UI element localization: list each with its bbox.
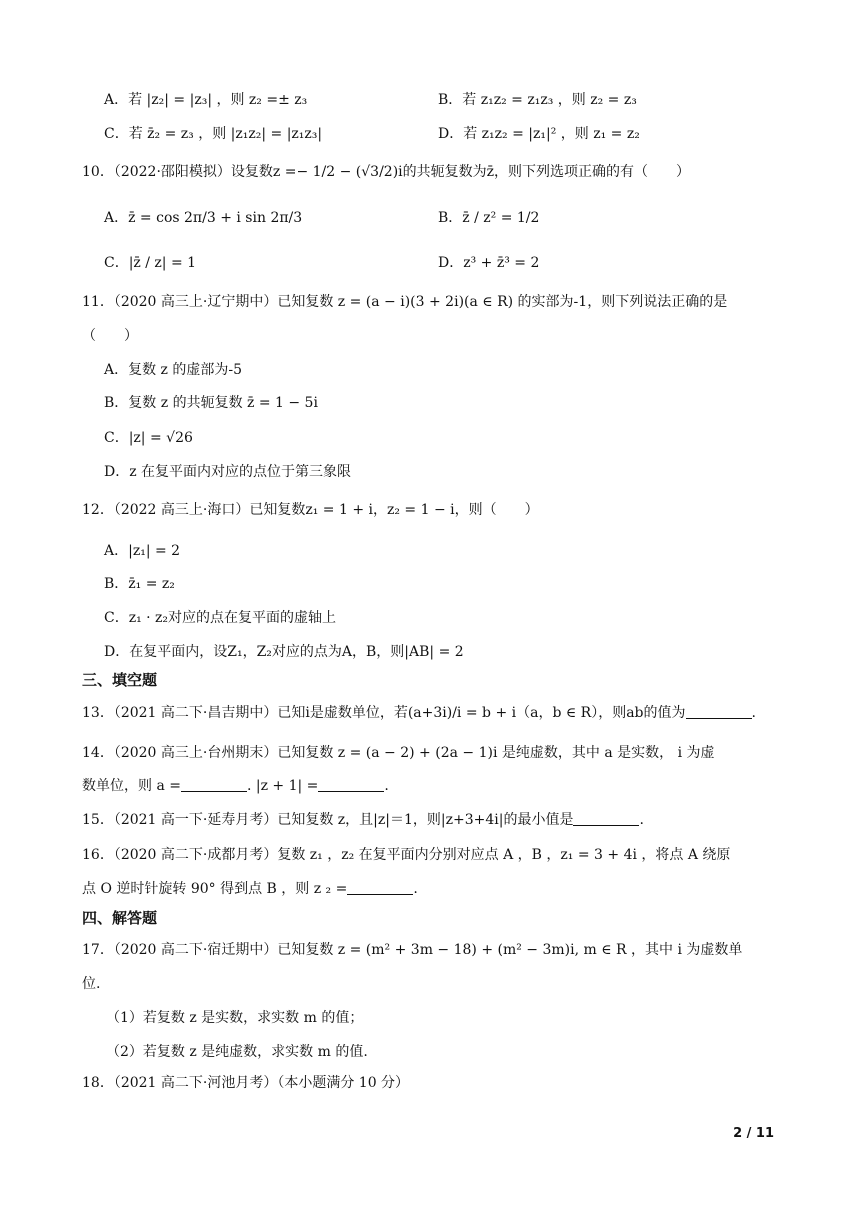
answer-blank	[181, 777, 247, 792]
period: .	[413, 881, 418, 897]
q11-option-b: B．复数 z 的共轭复数 z̄ = 1 − 5i	[104, 395, 318, 411]
question-14-text-b: . |z + 1| =	[246, 778, 319, 794]
question-18: 18．（2021 高二下·河池月考）（本小题满分 10 分）	[82, 1075, 410, 1091]
question-17-line2: 位.	[82, 976, 101, 992]
question-15	[82, 810, 644, 830]
section-heading-fill-in: 三、填空题	[82, 671, 158, 689]
q12-option-a: A．|z₁| = 2	[104, 543, 181, 559]
question-14-line2	[82, 776, 389, 796]
period: .	[384, 778, 389, 794]
q10-option-d: D．z³ + z̄³ = 2	[438, 255, 540, 271]
q12-option-b: B．z̄₁ = z₂	[104, 576, 175, 592]
answer-blank	[318, 777, 384, 792]
question-10-stem: 10．（2022·邵阳模拟）设复数z =− 1/2 − (√3/2)i的共轭复数为z̄，则下列选项正确的有（ ）	[82, 164, 691, 180]
question-12-stem: 12．（2022 高三上·海口）已知复数z₁ = 1 + i，z₂ = 1 − i，则（ ）	[82, 502, 539, 518]
q10-option-b: B．z̄ / z² = 1/2	[438, 210, 540, 226]
answer-blank	[573, 811, 639, 826]
question-16-line1: 16．（2020 高二下·成都月考）复数 z₁ ，z₂ 在复平面内分别对应点 A ，B ，z₁ = 3 + 4i ，将点 A 绕原	[82, 847, 731, 863]
answer-blank	[347, 880, 413, 895]
question-14-text-a: 数单位，则 a =	[82, 778, 181, 794]
question-17-part1: （1）若复数 z 是实数，求实数 m 的值；	[106, 1010, 364, 1026]
q12-option-c: C．z₁ · z₂对应的点在复平面的虚轴上	[104, 610, 337, 626]
q11-option-c: C．|z| = √26	[104, 430, 193, 446]
period: .	[639, 812, 644, 828]
page-number: 2 / 11	[733, 1126, 774, 1141]
q11-option-d: D．z 在复平面内对应的点位于第三象限	[104, 464, 352, 480]
question-13	[82, 703, 756, 723]
question-17-part2: （2）若复数 z 是纯虚数，求实数 m 的值.	[106, 1044, 368, 1060]
period: .	[751, 705, 756, 721]
q10-option-a: A．z̄ = cos 2π/3 + i sin 2π/3	[104, 210, 303, 226]
q9-option-b: B．若 z₁z₂ = z₁z₃ ，则 z₂ = z₃	[438, 92, 637, 108]
q12-option-d: D．在复平面内，设Z₁，Z₂对应的点为A，B，则|AB| = 2	[104, 644, 464, 660]
question-16-line2	[82, 879, 418, 899]
question-11-paren: （ ）	[82, 328, 138, 344]
q11-option-a: A．复数 z 的虚部为-5	[104, 362, 243, 378]
question-13-text: 13．（2021 高二下·昌吉期中）已知i是虚数单位，若(a+3i)/i = b + i（a，b ∈ R），则ab的值为	[82, 705, 686, 721]
q9-option-a: A．若 |z₂| = |z₃| ，则 z₂ =± z₃	[104, 92, 308, 108]
question-15-text: 15．（2021 高一下·延寿月考）已知复数 z，且|z|＝1，则|z+3+4i|的最小值是	[82, 812, 574, 828]
q10-option-c: C．|z̄ / z| = 1	[104, 255, 197, 271]
question-11-stem: 11．（2020 高三上·辽宁期中）已知复数 z = (a − i)(3 + 2i)(a ∈ R) 的实部为-1，则下列说法正确的是	[82, 294, 728, 310]
section-heading-solutions: 四、解答题	[82, 909, 158, 927]
question-14-line1: 14．（2020 高三上·台州期末）已知复数 z = (a − 2) + (2a − 1)i 是纯虚数，其中 a 是实数， i 为虚	[82, 745, 715, 761]
q9-option-c: C．若 z̄₂ = z₃ ，则 |z₁z₂| = |z₁z₃|	[104, 126, 323, 142]
q9-option-d: D．若 z₁z₂ = |z₁|² ，则 z₁ = z₂	[438, 126, 640, 142]
answer-blank	[686, 704, 752, 719]
question-17-line1: 17．（2020 高二下·宿迁期中）已知复数 z = (m² + 3m − 18) + (m² − 3m)i, m ∈ R ，其中 i 为虚数单	[82, 942, 743, 958]
question-16-text: 点 O 逆时针旋转 90° 得到点 B ，则 z ₂ =	[82, 881, 348, 897]
